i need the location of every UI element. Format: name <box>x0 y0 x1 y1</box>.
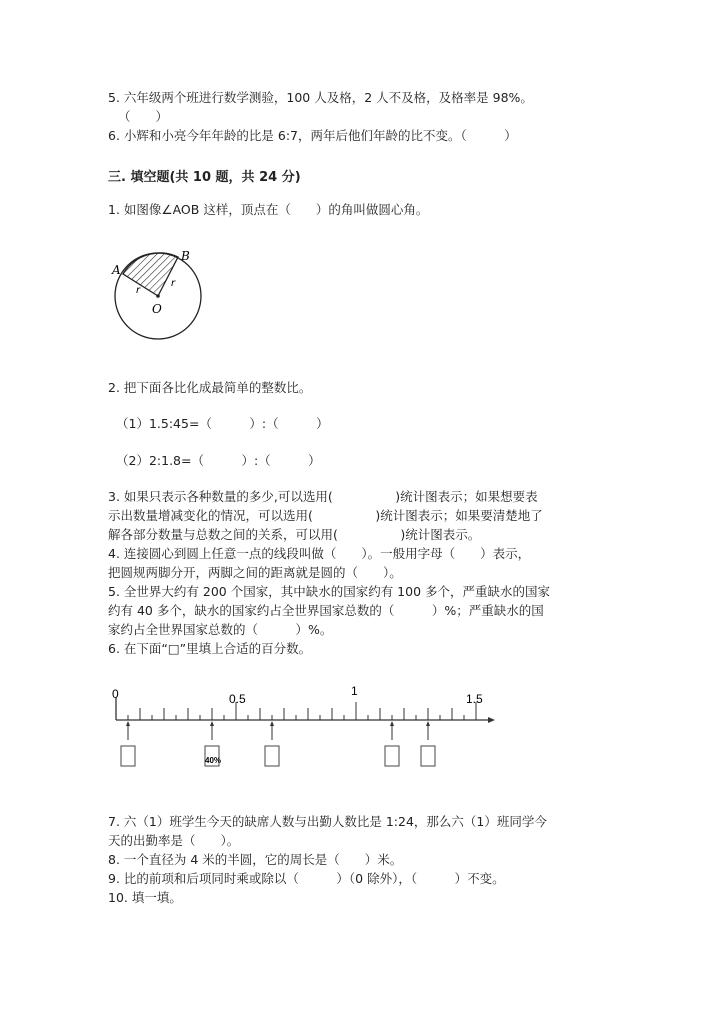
fill-q10: 10. 填一填。 <box>108 890 182 905</box>
tick-label-0: 0 <box>112 687 119 701</box>
fill-q3-l1: 3. 如果只表示各种数量的多少,可以选用( )统计图表示；如果想要表 <box>108 489 538 504</box>
tick-label-1: 1 <box>351 684 358 698</box>
fill-q5-l3: 家约占全世界国家总数的（ ）%。 <box>108 622 333 637</box>
q6-judge: 6. 小辉和小亮今年年龄的比是 6:7，两年后他们年龄的比不变。（ ） <box>108 128 517 143</box>
fill-q5-l1: 5. 全世界大约有 200 个国家，其中缺水的国家约有 100 多个，严重缺水的国家 <box>108 584 551 599</box>
fill-q7-l1: 7. 六（1）班学生今天的缺席人数与出勤人数比是 1:24，那么六（1）班同学今 <box>108 814 547 829</box>
fill-q4-l2: 把圆规两脚分开，两脚之间的距离就是圆的（ ）。 <box>108 565 402 580</box>
fill-q9: 9. 比的前项和后项同时乘或除以（ ）（0 除外），（ ）不变。 <box>108 871 505 886</box>
arrow-head <box>270 721 274 726</box>
answer-box[interactable] <box>421 746 435 766</box>
section-heading: 三. 填空题(共 10 题，共 24 分) <box>108 170 301 185</box>
answer-box[interactable] <box>121 746 135 766</box>
arrow-head <box>126 721 130 726</box>
filled-box-value: 40% <box>205 756 222 765</box>
label-a: A <box>112 263 121 277</box>
fill-q1: 1. 如图像∠AOB 这样，顶点在（ ）的角叫做圆心角。 <box>108 202 429 217</box>
fill-q2-1: （1）1.5:45=（ ）:（ ） <box>116 416 329 431</box>
label-r1: r <box>136 285 141 296</box>
q5-judge: 5. 六年级两个班进行数学测验，100 人及格，2 人不及格，及格率是 98%。 <box>108 90 533 105</box>
tick-label-0.5: 0.5 <box>229 692 246 706</box>
fill-q4-l1: 4. 连接圆心到圆上任意一点的线段叫做（ ）。一般用字母（ ）表示， <box>108 546 531 561</box>
tick-label-1.5: 1.5 <box>466 692 483 706</box>
fill-q6: 6. 在下面“□”里填上合适的百分数。 <box>108 641 312 656</box>
fill-q7-l2: 天的出勤率是（ ）。 <box>108 833 240 848</box>
label-o: O <box>152 302 162 316</box>
fill-q8: 8. 一个直径为 4 米的半圆，它的周长是（ ）米。 <box>108 852 403 867</box>
label-r2: r <box>171 278 176 289</box>
q5-answer-blank: （ ） <box>118 109 169 124</box>
fill-q5-l2: 约有 40 多个，缺水的国家约占全世界国家总数的（ ）%；严重缺水的国 <box>108 603 544 618</box>
label-b: B <box>181 249 190 263</box>
arrow-head <box>390 721 394 726</box>
number-line <box>100 680 520 780</box>
answer-box[interactable] <box>265 746 279 766</box>
fill-q2-2: （2）2:1.8=（ ）:（ ） <box>116 453 321 468</box>
fill-q2: 2. 把下面各比化成最简单的整数比。 <box>108 380 312 395</box>
arrow-head <box>210 721 214 726</box>
fill-q3-l3: 解各部分数量与总数之间的关系，可以用( )统计图表示。 <box>108 527 481 542</box>
circle-figure <box>108 246 218 346</box>
fill-q3-l2: 示出数量增减变化的情况，可以选用( )统计图表示；如果要清楚地了 <box>108 508 543 523</box>
arrow-head <box>426 721 430 726</box>
answer-box[interactable] <box>385 746 399 766</box>
